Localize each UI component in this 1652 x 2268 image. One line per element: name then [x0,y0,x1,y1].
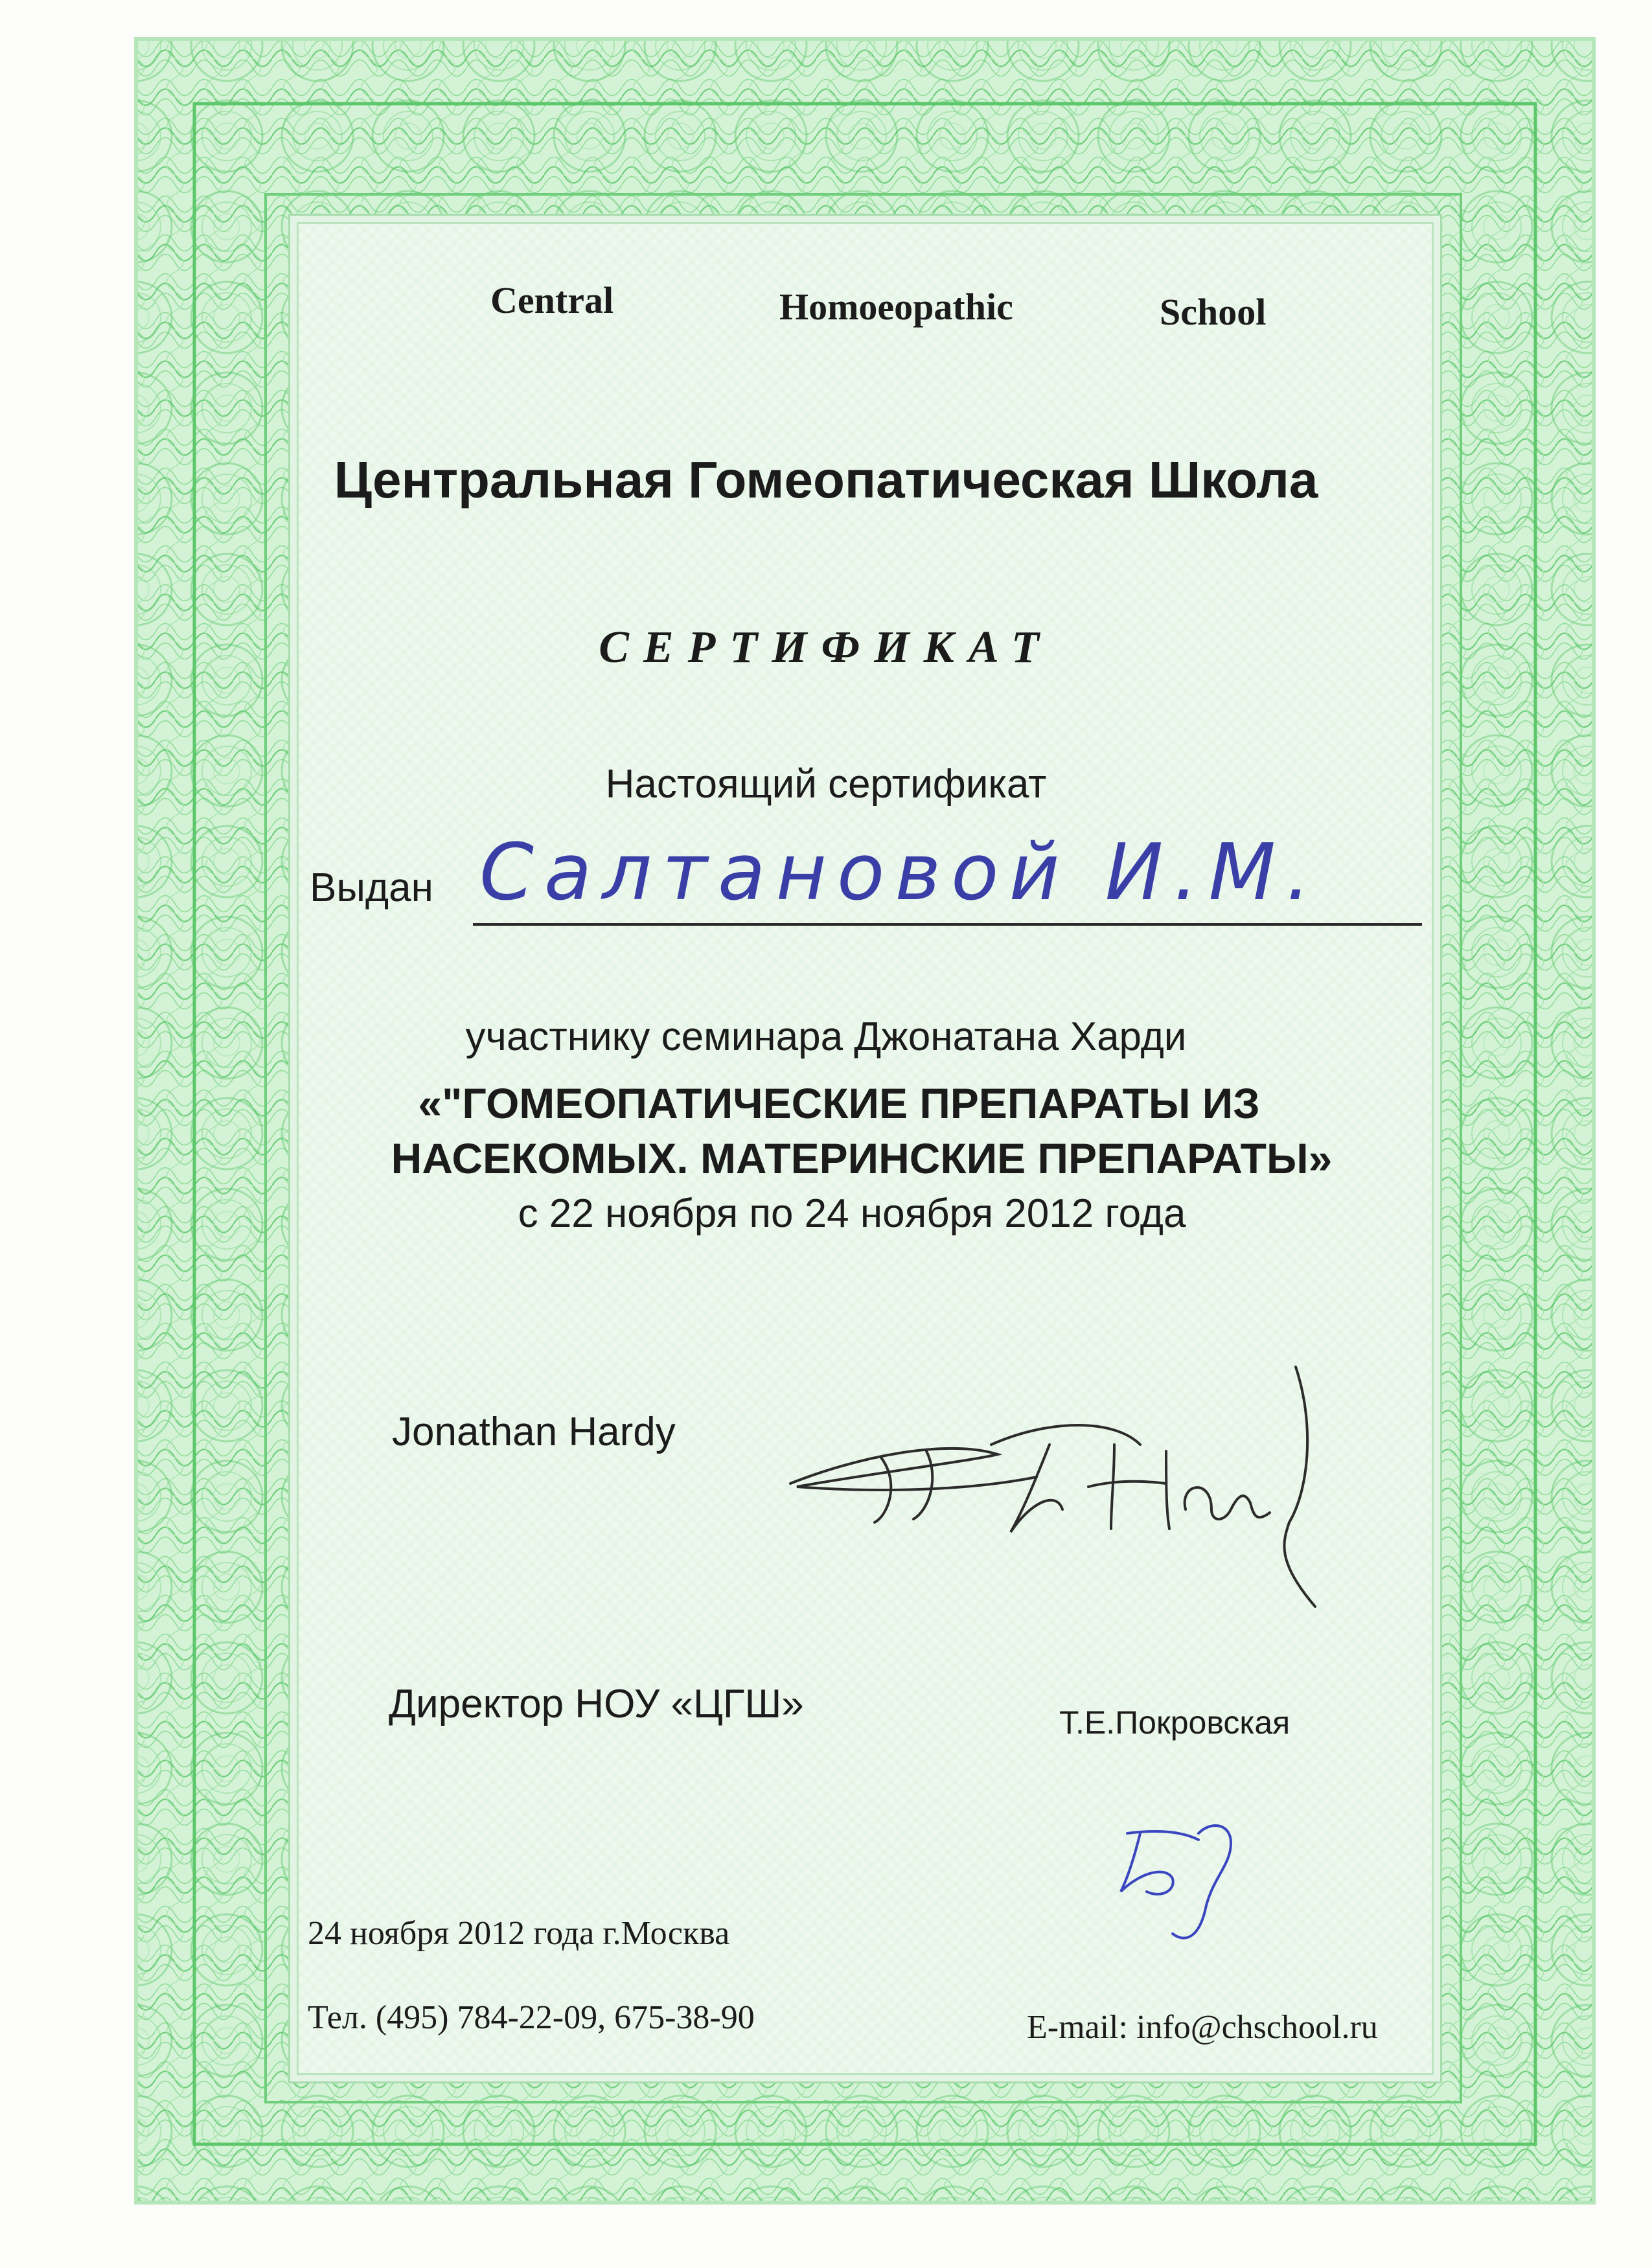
certificate-intro: Настоящий сертификат [605,762,1047,807]
footer-email: E-mail: info@chschool.ru [1027,2009,1378,2046]
lecturer-name: Jonathan Hardy [392,1410,676,1454]
seminar-title-line1: «"ГОМЕОПАТИЧЕСКИЕ ПРЕПАРАТЫ ИЗ [418,1079,1260,1127]
recipient-handwritten-name: Салтановой И.М. [479,828,1322,918]
participant-line: участнику семинара Джонатана Харди [465,1014,1187,1059]
header-en-word-1: Central [490,279,614,321]
header-en-word-2: Homoeopathic [779,286,1013,328]
header-en-word-3: School [1160,291,1267,333]
recipient-underline [473,923,1422,926]
school-name-ru: Центральная Гомеопатическая Школа [334,451,1318,509]
seminar-title-line2: НАСЕКОМЫХ. МАТЕРИНСКИЕ ПРЕПАРАТЫ» [391,1134,1333,1182]
seminar-dates: с 22 ноября по 24 ноября 2012 года [518,1191,1186,1236]
footer-phone: Тел. (495) 784-22-09, 675-38-90 [308,1999,755,2036]
lecturer-signature [777,1347,1335,1620]
director-name: Т.Е.Покровская [1059,1704,1291,1741]
issued-label: Выдан [310,865,433,910]
director-signature [1101,1794,1283,1950]
footer-date-place: 24 ноября 2012 года г.Москва [308,1915,730,1952]
director-title: Директор НОУ «ЦГШ» [389,1682,804,1726]
certificate-title: СЕРТИФИКАТ [599,623,1053,672]
